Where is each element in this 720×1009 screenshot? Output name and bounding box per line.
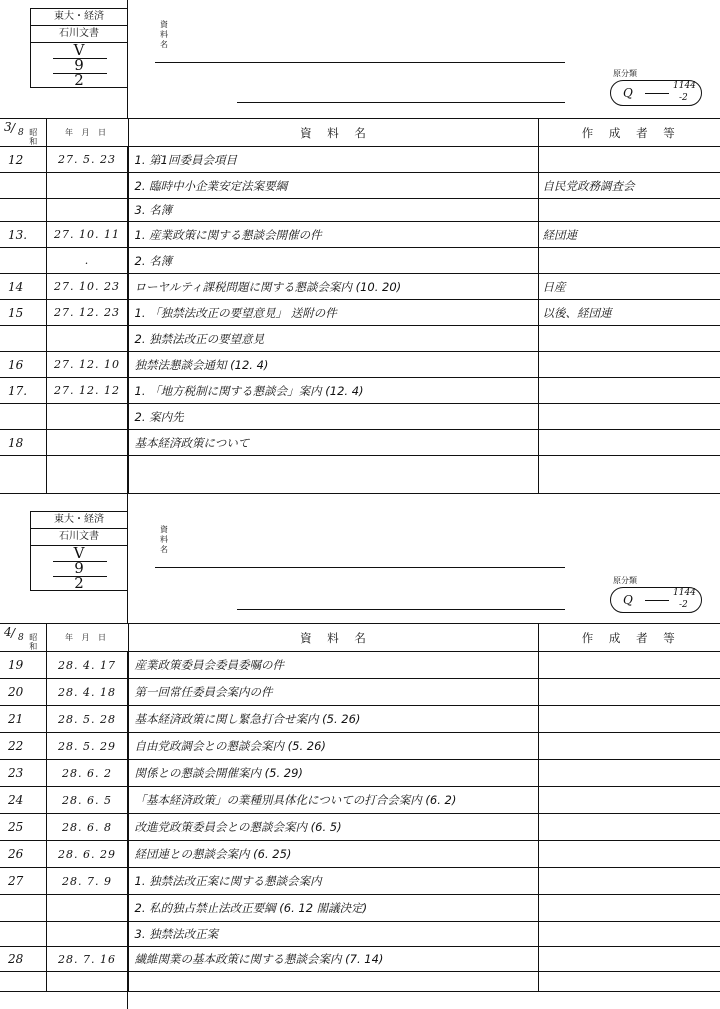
row-date: 27. 5. 23: [46, 147, 128, 173]
row-number: 20: [0, 679, 46, 706]
row-title: ローヤルティ課税問題に関する懇談会案内 (10. 20): [128, 274, 538, 300]
row-author: [538, 895, 720, 922]
row-author: [538, 456, 720, 494]
row-title: 基本経済政策に関し緊急打合せ案内 (5. 26): [128, 706, 538, 733]
table-row: [0, 378, 720, 404]
row-title: 経団連との懇談会案内 (6. 25): [128, 841, 538, 868]
row-author: [538, 679, 720, 706]
row-date: 28. 7. 9: [46, 868, 128, 895]
row-number: 26: [0, 841, 46, 868]
row-number: [0, 404, 46, 430]
classification-code: Q 1144 -2: [610, 80, 702, 106]
stamp-collection: 石川文書: [31, 529, 127, 546]
archive-stamp: [30, 511, 128, 591]
row-number: 28: [0, 947, 46, 972]
row-author: [538, 972, 720, 992]
table-row: [0, 199, 720, 222]
table-row: [0, 733, 720, 760]
row-author: [538, 147, 720, 173]
row-title: 3. 名簿: [128, 199, 538, 222]
table-row: [0, 706, 720, 733]
docname-label: 資 料 名: [160, 525, 168, 554]
row-number: [0, 173, 46, 199]
row-title: 繊維関業の基本政策に関する懇談会案内 (7. 14): [128, 947, 538, 972]
table-row: [0, 814, 720, 841]
row-title: 1. 独禁法改正案に関する懇談会案内: [128, 868, 538, 895]
header-date: 年 月 日: [46, 119, 128, 147]
row-number: [0, 972, 46, 992]
row-number: 14: [0, 274, 46, 300]
table-row: [0, 300, 720, 326]
row-author: [538, 378, 720, 404]
row-title: 基本経済政策について: [128, 430, 538, 456]
row-number: [0, 895, 46, 922]
stamp-institution: 東大・経済: [31, 512, 127, 529]
row-date: .: [46, 248, 128, 274]
row-number: 24: [0, 787, 46, 814]
row-date: [46, 456, 128, 494]
stamp-collection: 石川文書: [31, 26, 127, 43]
row-date: 28. 5. 28: [46, 706, 128, 733]
header-author: 作 成 者 等: [538, 624, 720, 652]
table-row: [0, 895, 720, 922]
row-author: [538, 430, 720, 456]
row-author: [538, 706, 720, 733]
header-title: 資 料 名: [128, 624, 538, 652]
row-number: 27: [0, 868, 46, 895]
row-author: 日産: [538, 274, 720, 300]
row-date: [46, 895, 128, 922]
row-date: 28. 7. 16: [46, 947, 128, 972]
row-author: [538, 652, 720, 679]
row-author: [538, 868, 720, 895]
row-number: 23: [0, 760, 46, 787]
row-date: 28. 6. 5: [46, 787, 128, 814]
hand-code-volume: 9: [74, 56, 84, 74]
row-title: 改進党政策委員会との懇談会案内 (6. 5): [128, 814, 538, 841]
row-author: [538, 814, 720, 841]
row-author: [538, 947, 720, 972]
catalog-table-1: [0, 118, 720, 494]
row-number: [0, 922, 46, 947]
row-date: [46, 173, 128, 199]
table-row: [0, 274, 720, 300]
row-date: 28. 6. 29: [46, 841, 128, 868]
row-number: [0, 456, 46, 494]
row-author: [538, 733, 720, 760]
table-row: [0, 947, 720, 972]
row-title: [128, 456, 538, 494]
header-title: 資 料 名: [128, 119, 538, 147]
classification-label: 原分類: [613, 576, 637, 585]
table-row: [0, 787, 720, 814]
row-number: 22: [0, 733, 46, 760]
table-row: [0, 652, 720, 679]
row-number: 19: [0, 652, 46, 679]
row-number: [0, 326, 46, 352]
row-date: 27. 12. 10: [46, 352, 128, 378]
row-author: [538, 326, 720, 352]
docname-label: 資 料 名: [160, 20, 168, 49]
row-title: 2. 名簿: [128, 248, 538, 274]
row-author: [538, 248, 720, 274]
row-date: 27. 12. 12: [46, 378, 128, 404]
row-title: 独禁法懇談会通知 (12. 4): [128, 352, 538, 378]
archive-stamp: [30, 8, 128, 88]
table-row: [0, 922, 720, 947]
hand-code: [31, 43, 127, 87]
table-row: [0, 430, 720, 456]
row-title: 産業政策委員会委員委嘱の件: [128, 652, 538, 679]
table-row: [0, 841, 720, 868]
row-author: [538, 199, 720, 222]
row-date: 28. 6. 2: [46, 760, 128, 787]
row-date: [46, 430, 128, 456]
catalog-table-2: [0, 623, 720, 992]
row-title: 自由党政調会との懇談会案内 (5. 26): [128, 733, 538, 760]
row-number: 25: [0, 814, 46, 841]
table-row: [0, 147, 720, 173]
table-row: [0, 760, 720, 787]
row-date: 27. 12. 23: [46, 300, 128, 326]
stamp-institution: 東大・経済: [31, 9, 127, 26]
row-number: [0, 199, 46, 222]
row-number: 13.: [0, 222, 46, 248]
row-author: 経団連: [538, 222, 720, 248]
row-author: [538, 922, 720, 947]
row-title: 1. 「独禁法改正の要望意見」 送附の件: [128, 300, 538, 326]
catalog-sheet-2: [0, 505, 720, 1009]
table-row: [0, 868, 720, 895]
row-number: 15: [0, 300, 46, 326]
header-author: 作 成 者 等: [538, 119, 720, 147]
row-date: [46, 404, 128, 430]
row-title: 関係との懇談会開催案内 (5. 29): [128, 760, 538, 787]
row-date: 28. 4. 18: [46, 679, 128, 706]
row-date: [46, 922, 128, 947]
row-date: 28. 5. 29: [46, 733, 128, 760]
table-row: [0, 326, 720, 352]
row-number: 21: [0, 706, 46, 733]
table-row: [0, 456, 720, 494]
page-mark: 4 / 8 昭 和: [0, 624, 46, 652]
hand-code-volume: 9: [74, 559, 84, 577]
row-number: 12: [0, 147, 46, 173]
row-title: 2. 私的独占禁止法改正要綱 (6. 12 閣議決定): [128, 895, 538, 922]
row-title: 1. 「地方税制に関する懇談会」案内 (12. 4): [128, 378, 538, 404]
row-title: [128, 972, 538, 992]
row-author: [538, 352, 720, 378]
row-title: 1. 第1回委員会項目: [128, 147, 538, 173]
hand-code-item: 2: [74, 574, 84, 592]
row-number: 17.: [0, 378, 46, 404]
row-title: 第一回常任委員会案内の件: [128, 679, 538, 706]
row-title: 2. 臨時中小企業安定法案要綱: [128, 173, 538, 199]
row-date: 28. 6. 8: [46, 814, 128, 841]
hand-code-series: V: [73, 41, 85, 59]
table-row: [0, 972, 720, 992]
table-row: [0, 404, 720, 430]
classification-code: Q 1144 -2: [610, 587, 702, 613]
row-number: 18: [0, 430, 46, 456]
row-title: 3. 独禁法改正案: [128, 922, 538, 947]
hand-code-item: 2: [74, 71, 84, 89]
row-author: [538, 787, 720, 814]
table-row: [0, 173, 720, 199]
row-number: [0, 248, 46, 274]
table-row: [0, 222, 720, 248]
row-author: 自民党政務調査会: [538, 173, 720, 199]
row-date: 27. 10. 23: [46, 274, 128, 300]
row-title: 2. 案内先: [128, 404, 538, 430]
row-author: [538, 404, 720, 430]
row-date: [46, 199, 128, 222]
row-author: 以後、経団連: [538, 300, 720, 326]
hand-code: [31, 546, 127, 590]
table-row: [0, 248, 720, 274]
page-mark: 3 / 8 昭 和: [0, 119, 46, 147]
hand-code-series: V: [73, 544, 85, 562]
row-date: 28. 4. 17: [46, 652, 128, 679]
row-number: 16: [0, 352, 46, 378]
table-row: [0, 679, 720, 706]
row-date: 27. 10. 11: [46, 222, 128, 248]
row-title: 1. 産業政策に関する懇談会開催の件: [128, 222, 538, 248]
row-title: 「基本経済政策」の業種別具体化についての打合会案内 (6. 2): [128, 787, 538, 814]
row-author: [538, 760, 720, 787]
header-date: 年 月 日: [46, 624, 128, 652]
row-author: [538, 841, 720, 868]
row-date: [46, 972, 128, 992]
row-date: [46, 326, 128, 352]
classification-label: 原分類: [613, 69, 637, 78]
table-row: [0, 352, 720, 378]
row-title: 2. 独禁法改正の要望意見: [128, 326, 538, 352]
